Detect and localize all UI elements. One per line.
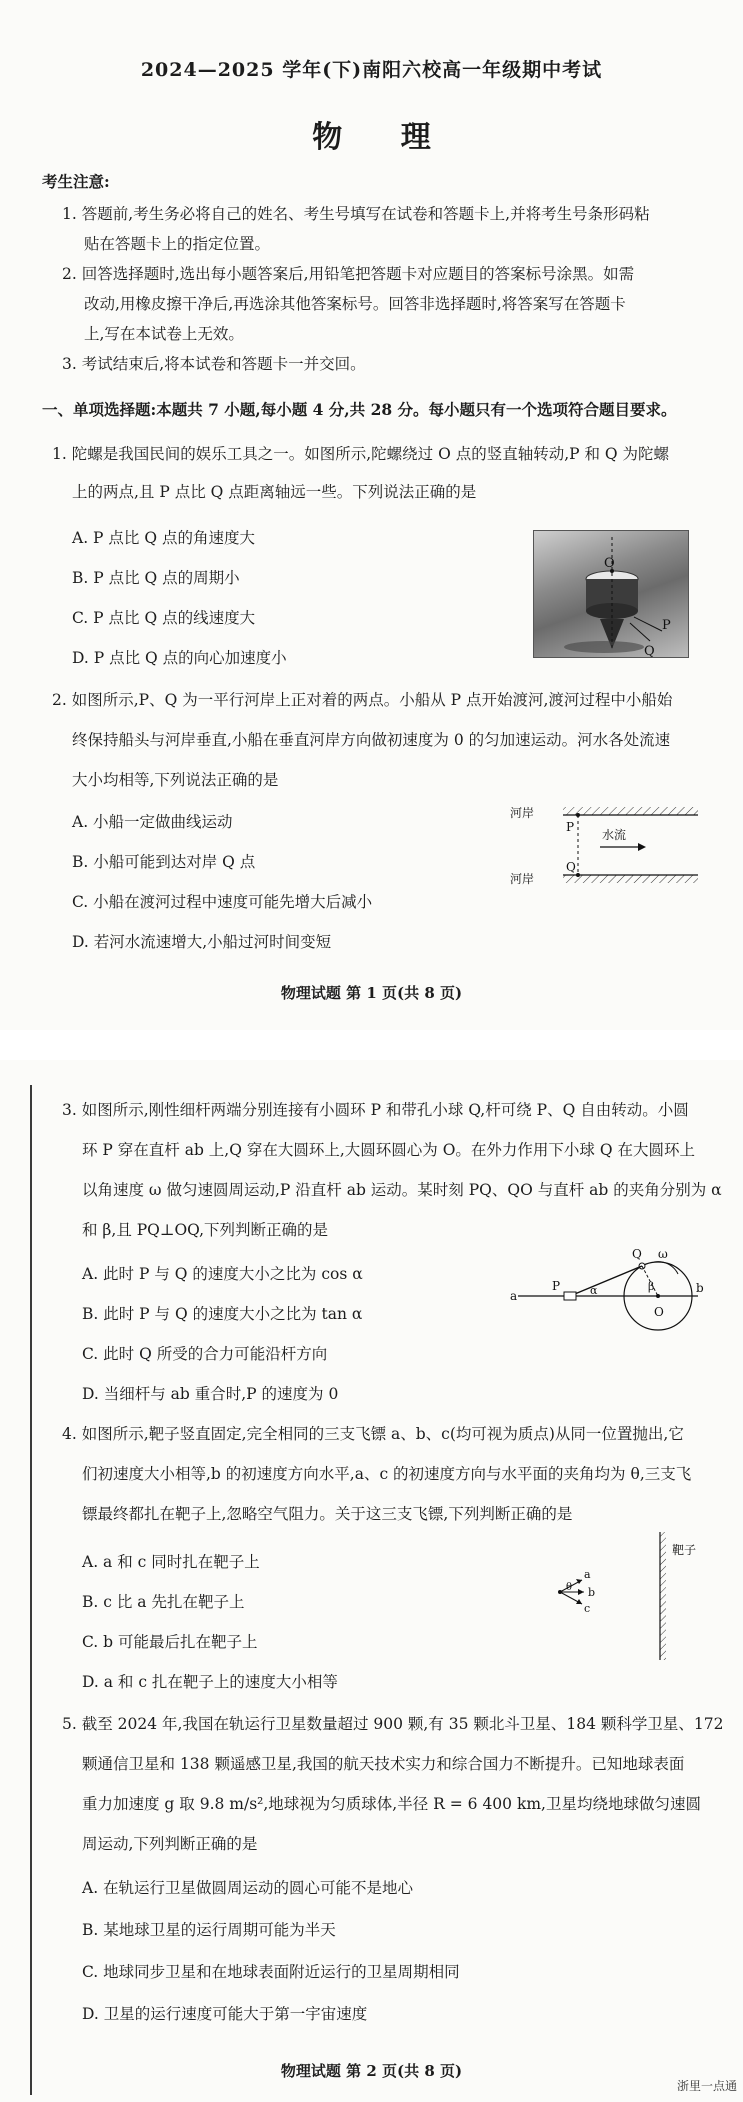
label-alpha: α: [590, 1284, 598, 1297]
notice-line: 改动,用橡皮擦干净后,再选涂其他答案标号。回答非选择题时,将答案写在答题卡: [84, 295, 626, 313]
q2-option-b: B. 小船可能到达对岸 Q 点: [72, 853, 256, 871]
q4-option-a: A. a 和 c 同时扎在靶子上: [82, 1553, 260, 1571]
label-q: Q: [632, 1247, 642, 1261]
page-gap: [0, 1030, 743, 1060]
q2-stem: 2. 如图所示,P、Q 为一平行河岸上正对着的两点。小船从 P 点开始渡河,渡河过程中小船始: [52, 691, 673, 709]
q3-stem: 环 P 穿在直杆 ab 上,Q 穿在大圆环上,大圆环圆心为 O。在外力作用下小球 Q 在大圆环上: [82, 1141, 695, 1159]
q3-stem: 以角速度 ω 做匀速圆周运动,P 沿直杆 ab 运动。某时刻 PQ、QO 与直杆 ab 的夹角分别为 α: [82, 1181, 722, 1199]
q3-stem: 和 β,且 PQ⊥OQ,下列判断正确的是: [82, 1221, 329, 1239]
label-omega: ω: [658, 1247, 668, 1261]
q1-stem: 上的两点,且 P 点比 Q 点距离轴远一些。下列说法正确的是: [72, 483, 477, 501]
flow-label: 水流: [602, 828, 627, 842]
bank-top-label: 河岸: [510, 806, 535, 820]
label-a: a: [510, 1289, 518, 1303]
q5-stem: 周运动,下列判断正确的是: [82, 1835, 258, 1853]
q5-option-a: A. 在轨运行卫星做圆周运动的圆心可能不是地心: [82, 1879, 414, 1897]
q5-stem: 重力加速度 g 取 9.8 m/s²,地球视为匀质球体,半径 R = 6 400 km,卫星均绕地球做匀速圆: [82, 1795, 701, 1813]
point-q-label: Q: [566, 860, 576, 874]
q5-stem: 5. 截至 2024 年,我国在轨运行卫星数量超过 900 颗,有 35 颗北斗卫星、184 颗科学卫星、172: [62, 1715, 724, 1733]
q2-stem: 大小均相等,下列说法正确的是: [72, 771, 279, 789]
q4-option-c: C. b 可能最后扎在靶子上: [82, 1633, 258, 1651]
target-label: 靶子: [672, 1543, 697, 1557]
q2-stem: 终保持船头与河岸垂直,小船在垂直河岸方向做初速度为 0 的匀加速运动。河水各处流速: [72, 731, 671, 749]
q3-option-a: A. 此时 P 与 Q 的速度大小之比为 cos α: [82, 1265, 363, 1283]
notice-line: 1. 答题前,考生务必将自己的姓名、考生号填写在试卷和答题卡上,并将考生号条形码粘: [62, 205, 650, 223]
q5-option-c: C. 地球同步卫星和在地球表面附近运行的卫星周期相同: [82, 1963, 460, 1981]
subject-title: 物 理: [312, 120, 455, 155]
q2-option-d: D. 若河水流速增大,小船过河时间变短: [72, 933, 332, 951]
notice-line: 上,写在本试卷上无效。: [84, 325, 244, 343]
q1-option-c: C. P 点比 Q 点的线速度大: [72, 609, 256, 627]
q3-option-b: B. 此时 P 与 Q 的速度大小之比为 tan α: [82, 1305, 363, 1323]
notice-line: 2. 回答选择题时,选出每小题答案后,用铅笔把答题卡对应题目的答案标号涂黑。如需: [62, 265, 635, 283]
point-p-label: P: [566, 820, 575, 834]
river-diagram: [508, 805, 700, 891]
label-o: O: [604, 556, 615, 571]
notice-line: 3. 考试结束后,将本试卷和答题卡一并交回。: [62, 355, 366, 373]
theta-label: θ: [566, 1582, 573, 1593]
notice-heading: 考生注意:: [42, 172, 110, 191]
q5-option-d: D. 卫星的运行速度可能大于第一宇宙速度: [82, 2005, 368, 2023]
q4-stem: 们初速度大小相等,b 的初速度方向水平,a、c 的初速度方向与水平面的夹角均为 θ,三支飞: [82, 1465, 692, 1483]
exam-page-1: [0, 0, 743, 1030]
q1-option-d: D. P 点比 Q 点的向心加速度小: [72, 649, 287, 667]
dart-target-diagram: [530, 1532, 710, 1662]
label-o: O: [654, 1305, 664, 1319]
dart-a-label: a: [584, 1568, 591, 1581]
page-margin-rule: [30, 1085, 32, 2095]
q2-option-c: C. 小船在渡河过程中速度可能先增大后减小: [72, 893, 373, 911]
q4-option-d: D. a 和 c 扎在靶子上的速度大小相等: [82, 1673, 338, 1691]
ring-rod-diagram: [508, 1244, 708, 1354]
dart-c-label: c: [584, 1602, 591, 1615]
dart-b-label: b: [588, 1586, 596, 1599]
spinning-top-photo: [533, 530, 689, 658]
label-beta: β: [648, 1280, 655, 1293]
label-p: P: [552, 1279, 561, 1293]
q4-stem: 4. 如图所示,靶子竖直固定,完全相同的三支飞镖 a、b、c(均可视为质点)从同一位置抛出,它: [62, 1425, 684, 1443]
q1-option-b: B. P 点比 Q 点的周期小: [72, 569, 240, 587]
watermark: 浙里一点通: [676, 2079, 737, 2093]
q3-option-c: C. 此时 Q 所受的合力可能沿杆方向: [82, 1345, 328, 1363]
q3-option-d: D. 当细杆与 ab 重合时,P 的速度为 0: [82, 1385, 339, 1403]
q4-option-b: B. c 比 a 先扎在靶子上: [82, 1593, 245, 1611]
bank-bottom-label: 河岸: [510, 872, 535, 886]
q3-stem: 3. 如图所示,刚性细杆两端分别连接有小圆环 P 和带孔小球 Q,杆可绕 P、Q 自由转动。小圆: [62, 1101, 689, 1119]
page-2-footer: 物理试题 第 2 页(共 8 页): [280, 2062, 463, 2080]
q4-stem: 镖最终都扎在靶子上,忽略空气阻力。关于这三支飞镖,下列判断正确的是: [82, 1505, 573, 1523]
q2-option-a: A. 小船一定做曲线运动: [72, 813, 233, 831]
q5-stem: 颗通信卫星和 138 颗遥感卫星,我国的航天技术实力和综合国力不断提升。已知地球表面: [82, 1755, 685, 1773]
q1-option-a: A. P 点比 Q 点的角速度大: [72, 529, 255, 547]
q5-option-b: B. 某地球卫星的运行周期可能为半天: [82, 1921, 336, 1939]
page-1-footer: 物理试题 第 1 页(共 8 页): [280, 984, 463, 1002]
notice-line: 贴在答题卡上的指定位置。: [84, 235, 271, 253]
label-p: P: [662, 618, 671, 633]
label-b: b: [696, 1281, 704, 1295]
exam-title: 2024—2025 学年(下)南阳六校高一年级期中考试: [140, 59, 603, 81]
label-q: Q: [644, 644, 655, 658]
section-heading: 一、单项选择题:本题共 7 小题,每小题 4 分,共 28 分。每小题只有一个选项符合题目要求。: [42, 400, 677, 419]
q1-stem: 1. 陀螺是我国民间的娱乐工具之一。如图所示,陀螺绕过 O 点的竖直轴转动,P 和 Q 为陀螺: [52, 445, 670, 463]
